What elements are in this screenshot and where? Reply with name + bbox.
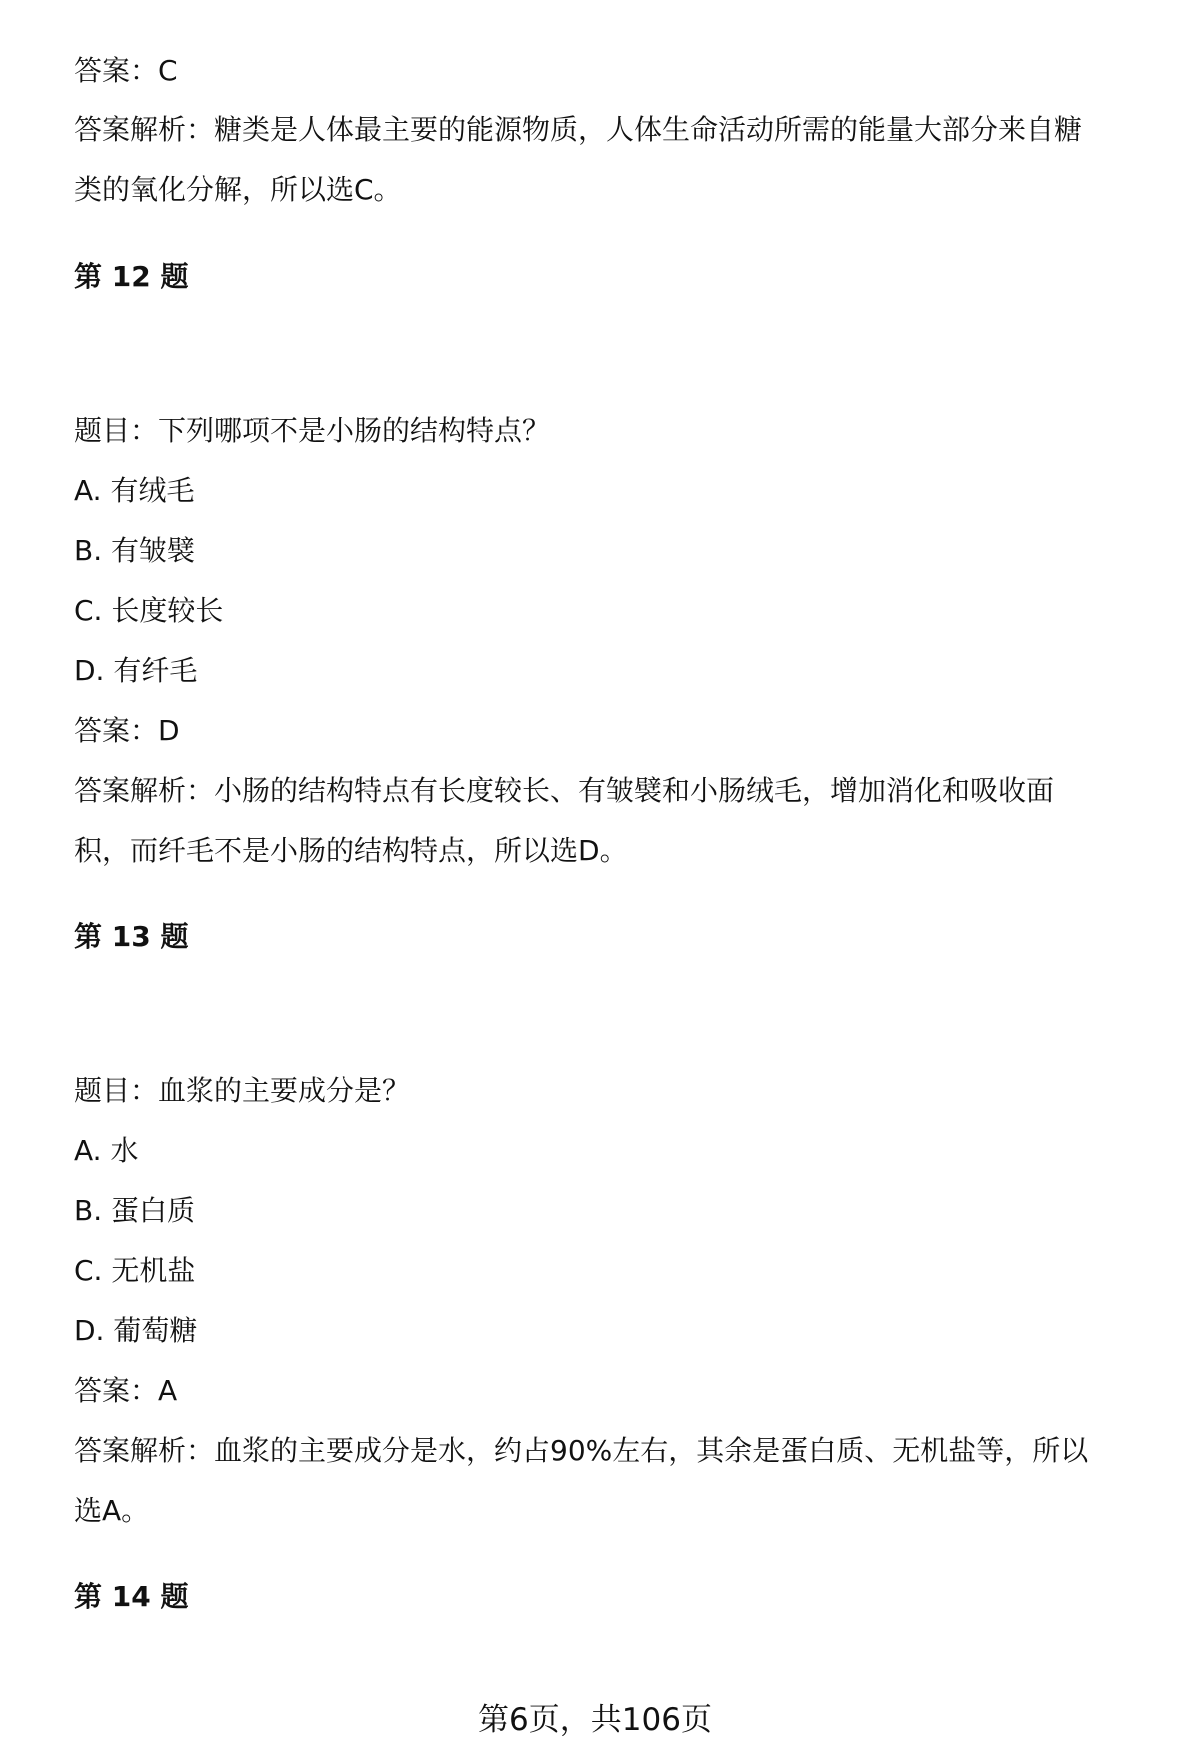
prev-analysis-line-2: 类的氧化分解，所以选C。: [74, 173, 402, 206]
question-12-answer: 答案：D: [74, 714, 180, 747]
question-13-option-c: C. 无机盐: [74, 1254, 196, 1287]
question-12-option-d: D. 有纤毛: [74, 654, 198, 687]
question-13-analysis-line-1: 答案解析：血浆的主要成分是水，约占90%左右，其余是蛋白质、无机盐等，所以: [74, 1434, 1089, 1467]
question-14-heading: 第 14 题: [74, 1580, 189, 1613]
question-13-heading: 第 13 题: [74, 920, 189, 953]
question-13-option-d: D. 葡萄糖: [74, 1314, 198, 1347]
question-12-analysis-line-2: 积，而纤毛不是小肠的结构特点，所以选D。: [74, 834, 628, 867]
question-12-stem: 题目：下列哪项不是小肠的结构特点？: [74, 414, 551, 447]
prev-answer: 答案：C: [74, 54, 178, 87]
question-12-heading: 第 12 题: [74, 260, 189, 293]
question-13-option-a: A. 水: [74, 1134, 139, 1167]
page-indicator: 第6页，共106页: [478, 1702, 712, 1738]
question-13-answer: 答案：A: [74, 1374, 178, 1407]
question-12-option-c: C. 长度较长: [74, 594, 224, 627]
question-13-stem: 题目：血浆的主要成分是？: [74, 1074, 411, 1107]
prev-analysis-line-1: 答案解析：糖类是人体最主要的能源物质，人体生命活动所需的能量大部分来自糖: [74, 113, 1083, 146]
question-12-option-b: B. 有皱襞: [74, 534, 196, 567]
question-13-analysis-line-2: 选A。: [74, 1494, 150, 1527]
question-13-option-b: B. 蛋白质: [74, 1194, 196, 1227]
question-12-analysis-line-1: 答案解析：小肠的结构特点有长度较长、有皱襞和小肠绒毛，增加消化和吸收面: [74, 774, 1055, 807]
question-12-option-a: A. 有绒毛: [74, 474, 195, 507]
